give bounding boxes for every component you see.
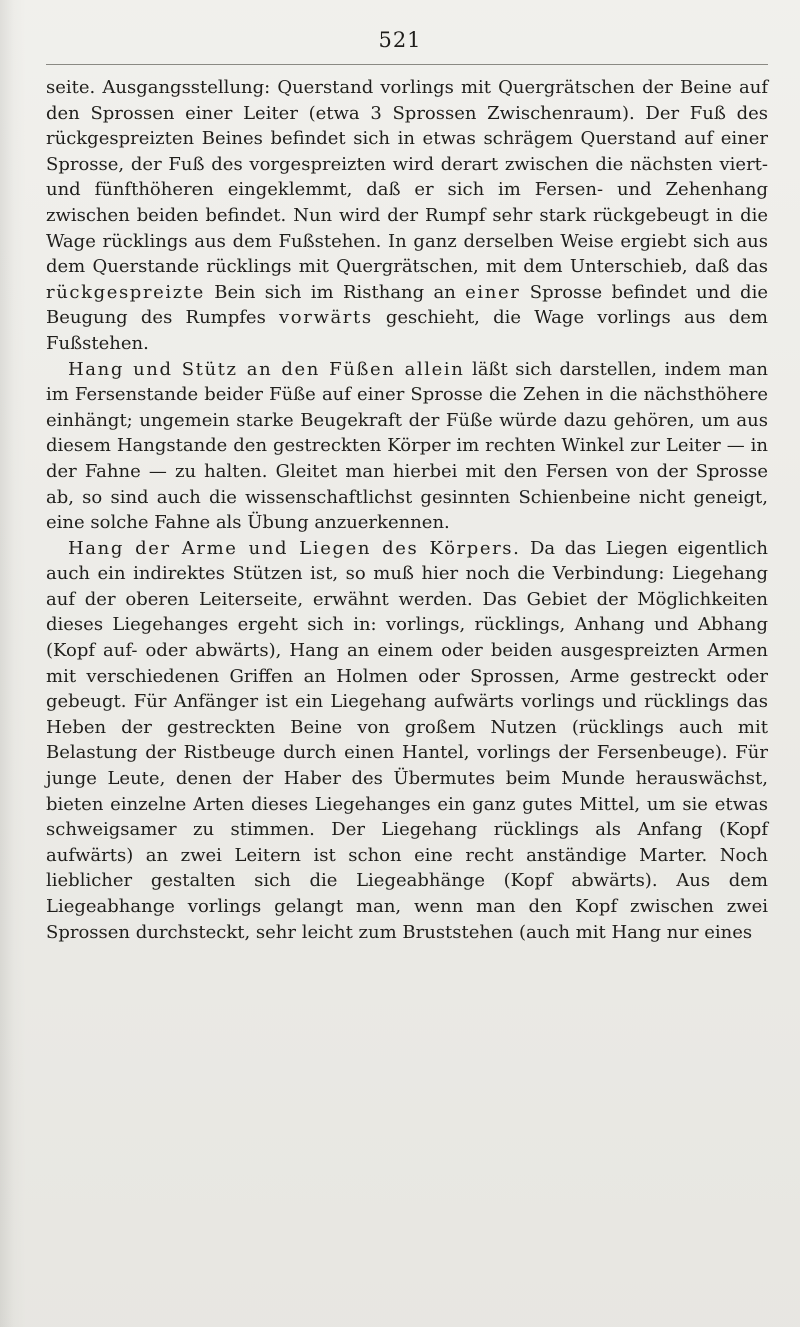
emphasis-text: einer [465,281,521,303]
paragraph-text: Da das Liegen eigentlich auch ein indirektes Stützen ist, so muß hier noch die Verbindung: Liegehang auf der oberen Leiterseite, erwähnt werden. Das Gebiet der Möglichkeiten dieses Liegehanges ergeht sich in: vorlings, rücklings, Anhang und Abhang (Kopf auf- oder abwärts), Hang an einem oder beiden ausgespreizten Armen mit verschiedenen Griffen an Holmen oder Sprossen, Arme gestreckt oder gebeugt. Für Anfänger ist ein Liegehang aufwärts vorlings und rücklings das Heben der gestreckten Beine von großem Nutzen (rücklings auch mit Belastung der Ristbeuge durch einen Hantel, vorlings der Fersenbeuge). Für junge Leute, denen der Haber des Übermutes beim Munde herauswächst, bieten einzelne Arten dieses Liegehanges ein ganz gutes Mittel, um sie etwas schweigsamer zu stimmen. Der Liegehang rücklings als Anfang (Kopf aufwärts) an zwei Leitern ist schon eine recht anständige Marter. Noch lieblicher gestalten sich die Liegeabhänge (Kopf abwärts). Aus dem Liegeabhange vorlings gelangt man, wenn man den Kopf zwischen zwei Sprossen durchsteckt, sehr leicht zum Bruststehen (auch mit Hang nur eines [46,537,768,943]
paragraph-text: läßt sich darstellen, indem man im Fersenstande beider Füße auf einer Sprosse die Zehen in die nächsthöhere einhängt; ungemein starke Beugekraft der Füße würde dazu gehören, um aus diesem Hangstande den gestreckten Körper im rechten Winkel zur Leiter — in der Fahne — zu halten. Gleitet man hierbei mit den Fersen von der Sprosse ab, so sind auch die wissenschaftlichst gesinnten Schienbeine nicht geneigt, eine solche Fahne als Übung anzuerkennen. [46,358,769,534]
paragraph-text: Bein sich im Risthang an [204,281,466,303]
paragraph-fuesse [46,357,768,536]
emphasis-text: vorwärts [279,307,373,329]
emphasis-text: rückgespreizte [46,281,205,303]
section-heading: Hang der Arme und Liegen des Körpers. [68,537,521,559]
paragraph-text: Sprosse befindet und die Beugung des Rumpfes [46,281,768,329]
page-number: 521 [378,28,422,52]
section-heading: Hang und Stütz an den Füßen allein [68,358,465,380]
paragraph-liegehang [46,536,768,946]
header-rule [46,64,768,65]
paragraph-text: seite. Ausgangsstellung: Querstand vorlings mit Quergrätschen der Beine auf den Sprossen einer Leiter (etwa 3 Sprossen Zwischenraum). Der Fuß des rückgespreizten Beines befindet sich in etwas schrägem Querstand auf einer Sprosse, der Fuß des vorgespreizten wird derart zwischen die nächsten viert- und fünfthöheren eingeklemmt, daß er sich im Fersen- und Zehenhang zwischen beiden befindet. Nun wird der Rumpf sehr stark rückgebeugt in die Wage rücklings aus dem Fußstehen. In ganz derselben Weise ergiebt sich aus dem Querstande rücklings mit Quergrätschen, mit dem Unterschieb, daß das [46,77,768,278]
paragraph-wage [46,75,768,357]
paragraph-text: geschieht, die Wage vorlings aus dem Fußstehen. [46,307,768,354]
page-body [46,75,768,945]
